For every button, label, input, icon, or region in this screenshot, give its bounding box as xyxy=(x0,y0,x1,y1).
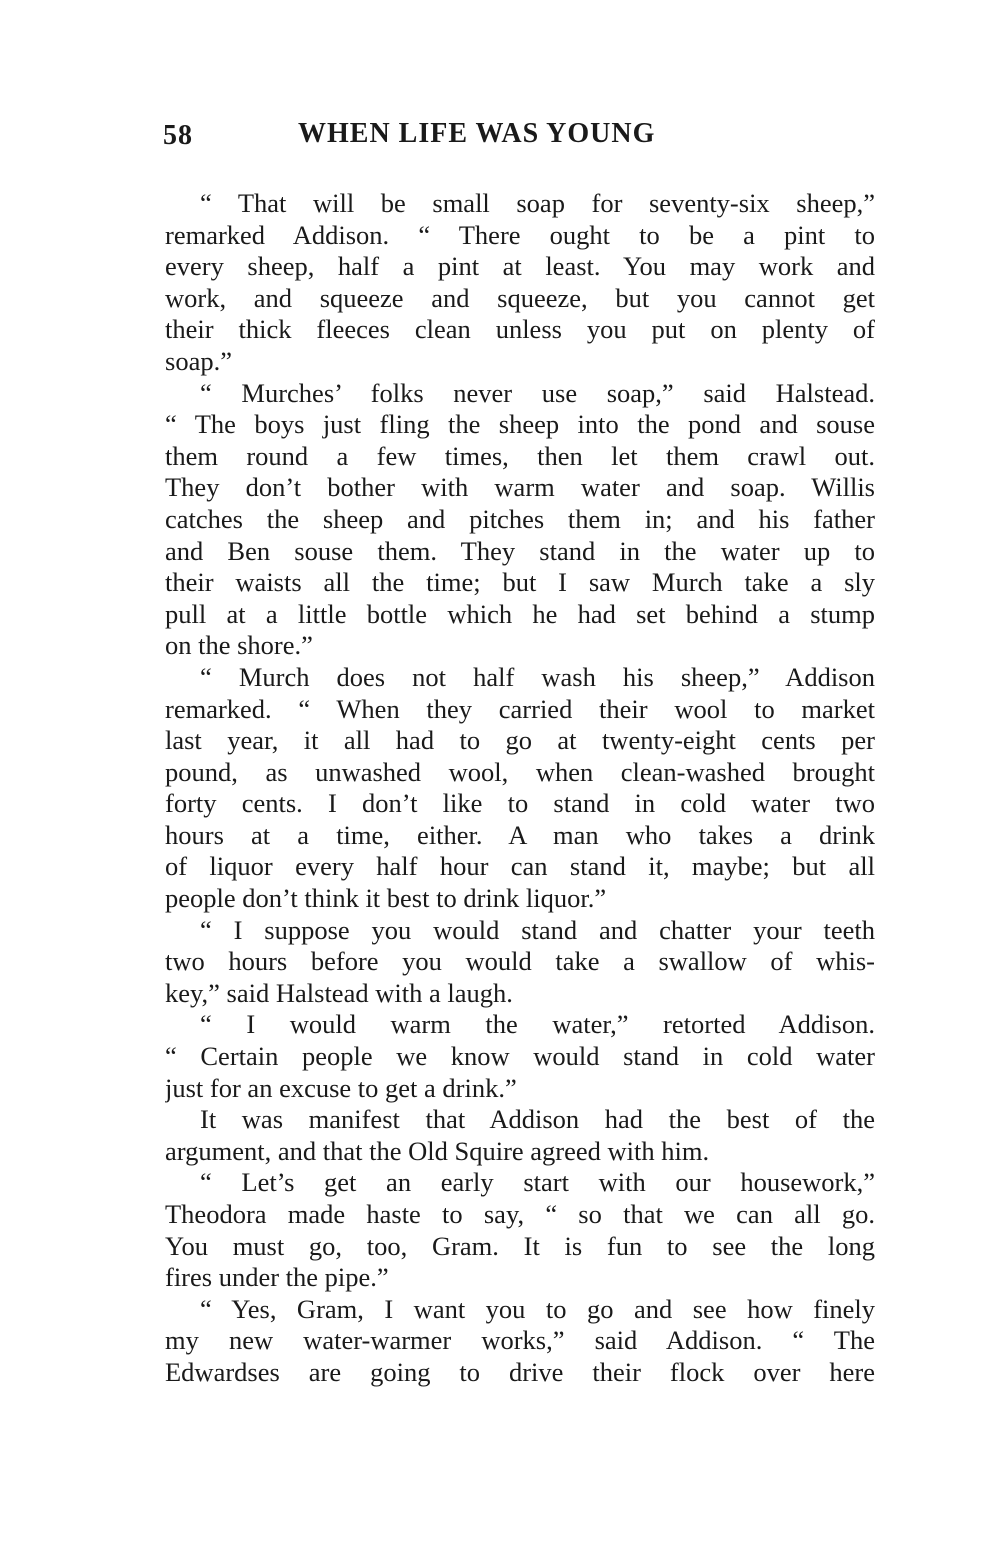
text-line: Theodora made haste to say, “ so that we can all go. xyxy=(165,1199,875,1229)
page-number: 58 xyxy=(163,120,193,151)
text-line: fires under the pipe.” xyxy=(165,1262,389,1293)
text-line: key,” said Halstead with a laugh. xyxy=(165,977,513,1008)
page-header xyxy=(163,114,883,158)
text-line: remarked. “ When they carried their wool to market xyxy=(165,693,875,724)
text-line: them round a few times, then let them crawl out. xyxy=(165,440,875,471)
text-line: two hours before you would take a swallow of whis- xyxy=(165,946,875,977)
text-line: forty cents. I don’t like to stand in cold water two xyxy=(165,788,875,819)
text-line: every sheep, half a pint at least. You may work and xyxy=(165,251,875,282)
text-line: Edwardses are going to drive their flock over here xyxy=(165,1356,875,1387)
text-line: “ Murches’ folks never use soap,” said Halstead. xyxy=(200,377,875,408)
text-line: of liquor every half hour can stand it, maybe; but all xyxy=(165,851,875,882)
text-line: “ Let’s get an early start with our housework,” xyxy=(200,1167,875,1198)
text-line: “ I would warm the water,” retorted Addison. xyxy=(200,1009,875,1040)
text-line: They don’t bother with warm water and soap. Willis xyxy=(165,472,875,503)
running-head: WHEN LIFE WAS YOUNG xyxy=(298,118,656,149)
text-line: my new water-warmer works,” said Addison. “ The xyxy=(165,1325,875,1356)
text-line: “ Yes, Gram, I want you to go and see how finely xyxy=(200,1293,875,1324)
text-line: their waists all the time; but I saw Murch take a sly xyxy=(165,567,875,598)
body-text xyxy=(165,188,875,1389)
text-line: pull at a little bottle which he had set behind a stump xyxy=(165,598,875,629)
text-line: catches the sheep and pitches them in; and his father xyxy=(165,503,875,534)
text-line: just for an excuse to get a drink.” xyxy=(165,1072,517,1103)
text-line: pound, as unwashed wool, when clean-washed brought xyxy=(165,756,875,787)
text-line: and Ben souse them. They stand in the water up to xyxy=(165,535,875,566)
text-line: hours at a time, either. A man who takes a drink xyxy=(165,819,875,850)
text-line: “ Murch does not half wash his sheep,” Addison xyxy=(200,661,875,692)
text-line: “ Certain people we know would stand in cold water xyxy=(165,1041,875,1072)
text-line: remarked Addison. “ There ought to be a pint to xyxy=(165,219,875,250)
text-line: “ That will be small soap for seventy-six sheep,” xyxy=(200,188,875,218)
text-line: It was manifest that Addison had the best of the xyxy=(200,1104,875,1135)
text-line: people don’t think it best to drink liquor.” xyxy=(165,883,607,914)
text-line: their thick fleeces clean unless you put on plenty of xyxy=(165,314,875,345)
text-line: “ I suppose you would stand and chatter your teeth xyxy=(200,914,875,945)
text-line: You must go, too, Gram. It is fun to see the long xyxy=(165,1230,875,1261)
text-line: work, and squeeze and squeeze, but you cannot get xyxy=(165,282,875,313)
text-line: “ The boys just fling the sheep into the pond and souse xyxy=(165,409,875,440)
text-line: on the shore.” xyxy=(165,630,313,661)
text-line: argument, and that the Old Squire agreed with him. xyxy=(165,1135,710,1166)
text-line: last year, it all had to go at twenty-eight cents per xyxy=(165,725,875,756)
text-line: soap.” xyxy=(165,345,232,376)
